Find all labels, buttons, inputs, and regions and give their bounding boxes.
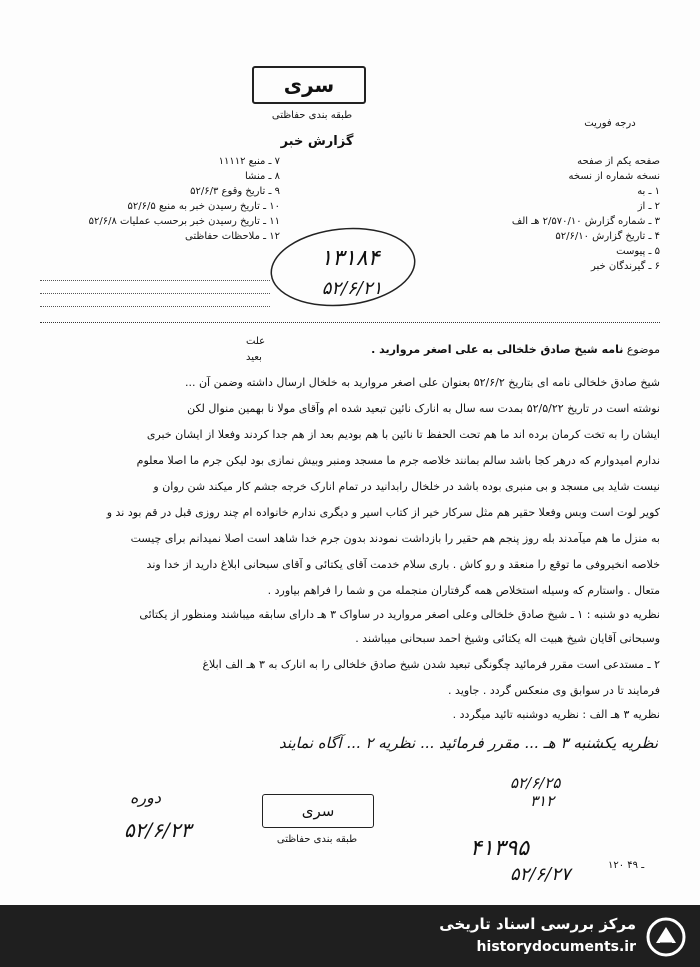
classification-label: طبقه بندی حفاظتی <box>271 110 353 121</box>
top-classification-stamp <box>252 66 366 104</box>
left-fields <box>30 156 280 246</box>
separator-line <box>40 322 660 323</box>
field-report-date: ۴ ـ تاریخ گزارش ۵۲/۶/۱۰ <box>555 231 660 242</box>
field-origin: ۸ ـ منشا <box>244 171 280 182</box>
bottom-classification-stamp <box>262 794 374 828</box>
opinion-line: ۲ ـ مستدعی است مقرر فرمائید چگونگی تبعید شدن شیخ صادق خلخالی را به انارک به ۳ هـ الف ابلاغ <box>202 658 660 671</box>
oval-stamp-number: ۱۳۱۸۴ <box>320 246 380 271</box>
body-line: ندارم امیدوارم که درهر کجا باشد سالم بمانند خلاصه جرم ما مسجد ومنبر وبیش نمازی بود لیکن جرم ما اصلا معلوم <box>136 454 660 467</box>
field-to: ۱ ـ به <box>637 186 660 197</box>
opinion-line: وسبحانی آقایان شیخ هبیت اله یکتائی وشیخ احمد سبحانی میباشند . <box>355 632 660 645</box>
field-from: ۲ ـ از <box>637 201 660 212</box>
subject-row <box>240 343 660 356</box>
oval-stamp-date: ۵۲/۶/۲۱ <box>321 278 383 299</box>
bottom-right-number-2: ۳۱۲ <box>530 792 555 810</box>
degree-label: درجه فوریت <box>584 118 636 129</box>
subject-text: نامه شیخ صادق خلخالی به علی اصغر مروارید . <box>371 343 624 356</box>
body-line: نوشته است در تاریخ ۵۲/۵/۲۲ بمدت سه سال به انارک نائین تبعید شده ام وآقای مولا نا بهمین منوال لکن <box>187 402 660 415</box>
archive-date: ۵۲/۶/۲۷ <box>510 864 571 885</box>
book-logo-icon <box>646 917 686 957</box>
field-source: ۷ ـ منبع ۱۱۱۱۲ <box>218 156 280 167</box>
field-security-notes: ۱۲ ـ ملاحظات حفاظتی <box>185 231 280 242</box>
body-line: شیخ صادق خلخالی نامه ای بتاریخ ۵۲/۶/۲ بعنوان علی اصغر مروارید به خلخال ارسال داشته وضمن آن ... <box>184 376 660 389</box>
field-attachment: ۵ ـ پیوست <box>616 246 660 257</box>
footer-website[interactable]: historydocuments.ir <box>476 939 636 955</box>
field-event-date: ۹ ـ تاریخ وقوع ۵۲/۶/۳ <box>190 186 280 197</box>
bottom-right-number-1: ۵۲/۶/۲۵ <box>510 774 561 792</box>
field-copy: نسخه شماره از نسخه <box>568 171 660 182</box>
archive-ref: ۱۲۰ ـ ۴۹ <box>608 860 645 871</box>
field-ops-date: ۱۱ ـ تاریخ رسیدن خبر برحسب عملیات ۵۲/۶/۸ <box>88 216 280 227</box>
opinion-line: فرمایند تا در سوابق وی منعکس گردد . جاوید . <box>448 684 660 697</box>
handwritten-note: نظریه یکشنبه ۳ هـ ... مقرر فرمائید ... نظریه ۲ ... آگاه نمایند <box>279 734 658 752</box>
body-line: کویر لوت است وبس وفعلا حقیر هم مثل سرکار خیر از کتاب اسیر و دیگری ندارم خانواده ام چند روزی قبل در قم بود ند و <box>106 506 660 519</box>
field-page: صفحه یکم از صفحه <box>577 156 660 167</box>
subject-label: موضوع <box>626 343 660 356</box>
right-fields <box>400 156 660 276</box>
bottom-stamp-label: طبقه بندی حفاظتی <box>276 834 358 845</box>
body-line: به منزل ما هم میآمدند بله روز پنجم هم حقیر را بازداشت نمودند بدون جرم خدا شاهد است اصلا نمیدانم برای چیست <box>130 532 660 545</box>
left-dotted-lines <box>40 268 270 307</box>
opinion-line: نظریه دو شنبه : ۱ ـ شیخ صادق خلخالی وعلی اصغر مروارید در ساواک ۳ هـ دارای سابقه میباشند ومنظور از یکتائی <box>139 608 660 621</box>
body-line: ایشان را به تخت کرمان برده اند ما هم تحت الحفظ تا نائین با هم بودیم بعد از هم جدا کردند وفعلا از ایشان خبری <box>146 428 660 441</box>
body-line: نیست شاید بی مسجد و بی منبری بوده باشد در خلخال رابدانید در تمام انارک خرجه جشم کار میکند شن روان و <box>153 480 660 493</box>
body-line: متعال . واستارم که وسیله استخلاص همه گرفتاران منجمله من و شما را فراهم بیاورد . <box>267 584 660 597</box>
bottom-left-hand-date: ۵۲/۶/۲۳ <box>124 818 192 842</box>
bottom-left-hand-top: دوره <box>130 788 161 807</box>
opinion-line: نظریه ۳ هـ الف : نظریه دوشنبه تائید میگردد . <box>452 708 660 721</box>
body-line: خلاصه انخیروفی ما توقع را منعقد و رو کاش . باری سلام خدمت آقای یکتائی و آقای سبحانی ابلاغ دارید از خدا وند <box>146 558 660 571</box>
field-recipients: ۶ ـ گیرندگان خبر <box>590 261 660 272</box>
footer-org-name: مرکز بررسی اسناد تاریخی <box>439 915 636 933</box>
field-report-no: ۳ ـ شماره گزارش ۲/۵۷۰/۱۰ هـ الف <box>511 216 660 227</box>
side-label-2: بعید <box>246 352 262 363</box>
archive-number: ۴۱۳۹۵ <box>470 836 530 861</box>
side-label-1: علت <box>246 336 266 347</box>
footer-banner <box>0 905 700 967</box>
top-stamp-text: سری <box>283 73 335 97</box>
bottom-stamp-text: سری <box>301 802 335 820</box>
field-receive-date: ۱۰ ـ تاریخ رسیدن خبر به منبع ۵۲/۶/۵ <box>127 201 280 212</box>
report-title: گزارش خبر <box>280 134 354 149</box>
